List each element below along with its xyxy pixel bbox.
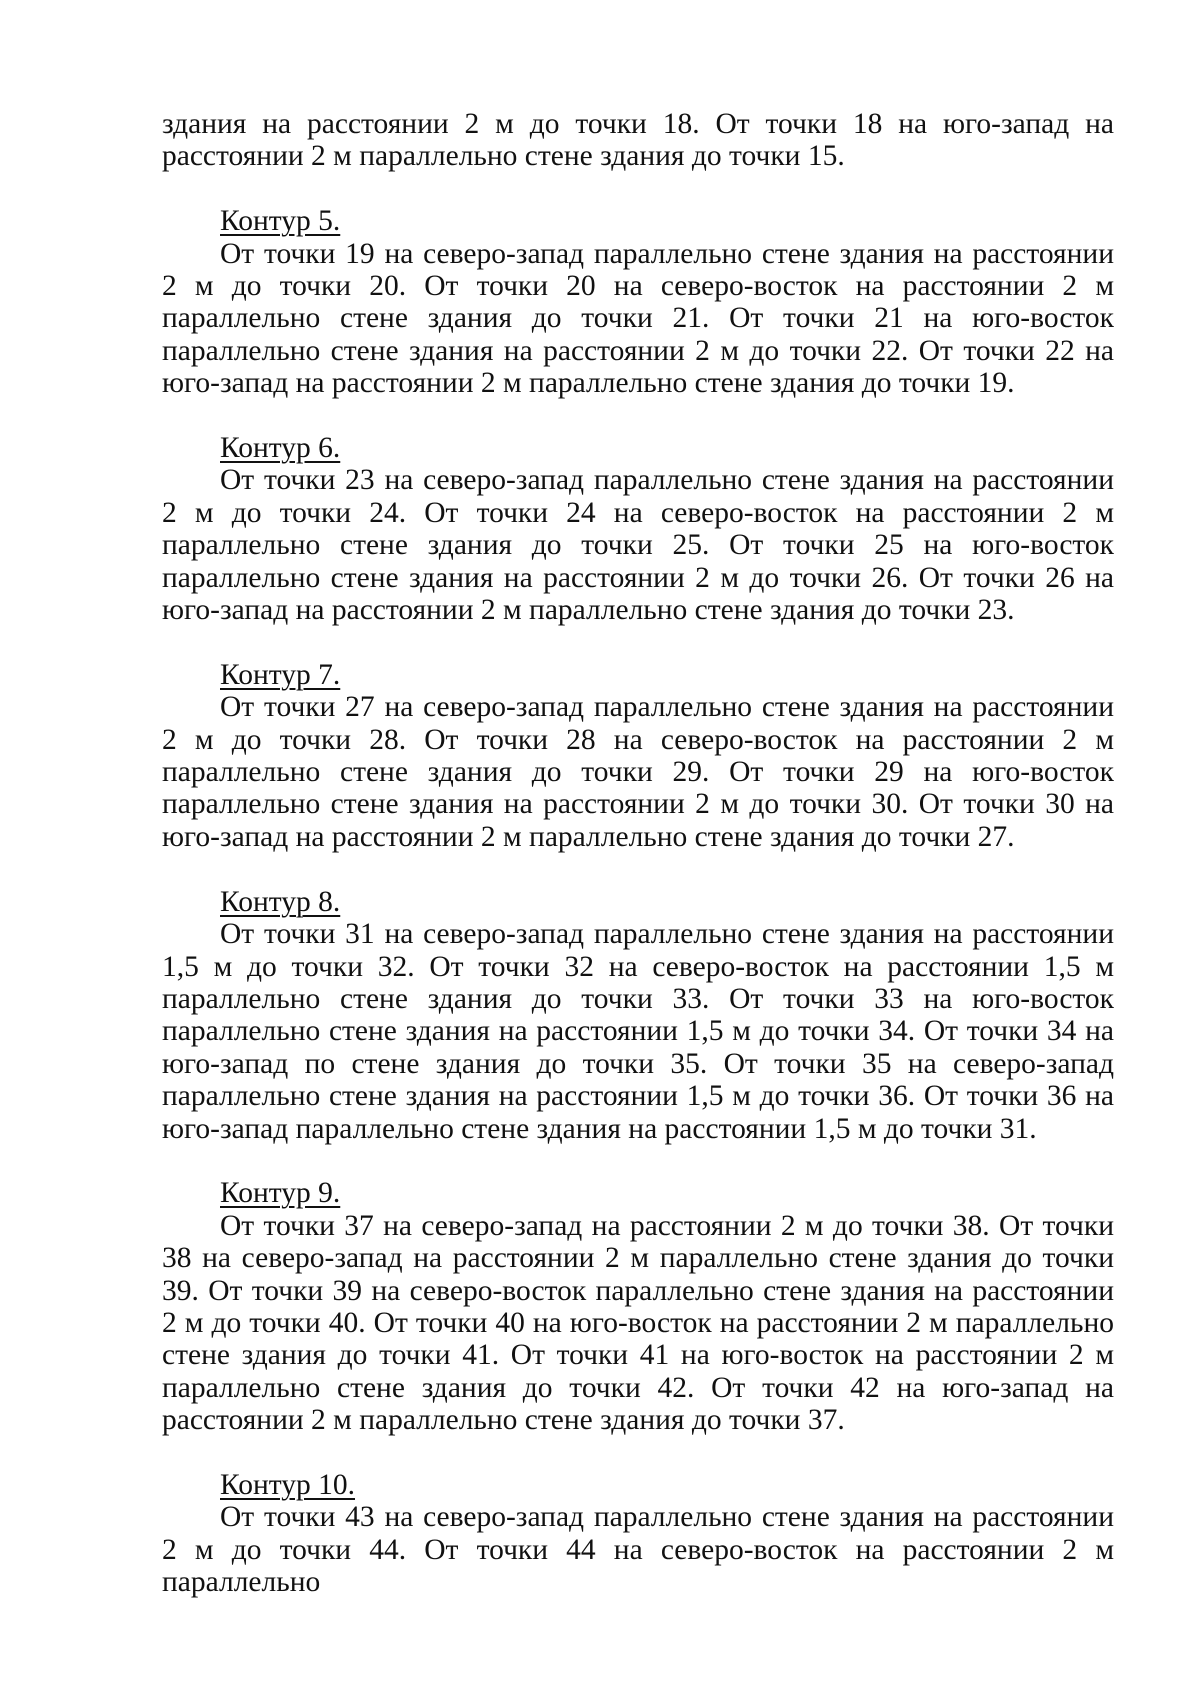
section-contour-7 — [162, 659, 1114, 853]
section-paragraph: От точки 37 на северо-запад на расстоянии 2 м до точки 38. От точки 38 на северо-запад на расстоянии 2 м параллельно стене здания до точки 39. От точки 39 на северо-восток параллельно стене здания на расстоянии 2 м до точки 40. От точки 40 на юго-восток на расстоянии 2 м параллельно стене здания до точки 41. От точки 41 на юго-восток на расстоянии 2 м параллельно стене здания до точки 42. От точки 42 на юго-запад на расстоянии 2 м параллельно стене здания до точки 37. — [162, 1209, 1114, 1437]
section-contour-5 — [162, 205, 1114, 399]
section-paragraph: От точки 19 на северо-запад параллельно стене здания на расстоянии 2 м до точки 20. От точки 20 на северо-восток на расстоянии 2 м параллельно стене здания до точки 21. От точки 21 на юго-восток параллельно стене здания на расстоянии 2 м до точки 22. От точки 22 на юго-запад на расстоянии 2 м параллельно стене здания до точки 19. — [162, 237, 1114, 400]
section-contour-6 — [162, 432, 1114, 626]
section-contour-8 — [162, 886, 1114, 1145]
section-paragraph: От точки 23 на северо-запад параллельно стене здания на расстоянии 2 м до точки 24. От точки 24 на северо-восток на расстоянии 2 м параллельно стене здания до точки 25. От точки 25 на юго-восток параллельно стене здания на расстоянии 2 м до точки 26. От точки 26 на юго-запад на расстоянии 2 м параллельно стене здания до точки 23. — [162, 464, 1114, 627]
section-heading: Контур 5. — [220, 205, 341, 238]
intro-paragraph: здания на расстоянии 2 м до точки 18. От точки 18 на юго-запад на расстоянии 2 м параллельно стене здания до точки 15. — [162, 108, 1114, 173]
section-heading: Контур 9. — [220, 1177, 341, 1210]
section-paragraph: От точки 27 на северо-запад параллельно стене здания на расстоянии 2 м до точки 28. От точки 28 на северо-восток на расстоянии 2 м параллельно стене здания до точки 29. От точки 29 на юго-восток параллельно стене здания на расстоянии 2 м до точки 30. От точки 30 на юго-запад на расстоянии 2 м параллельно стене здания до точки 27. — [162, 691, 1114, 853]
section-heading: Контур 10. — [220, 1468, 355, 1501]
section-heading: Контур 7. — [220, 658, 341, 691]
section-contour-10 — [162, 1469, 1114, 1599]
section-heading: Контур 8. — [220, 885, 341, 918]
section-heading: Контур 6. — [220, 432, 341, 465]
section-paragraph: От точки 31 на северо-запад параллельно стене здания на расстоянии 1,5 м до точки 32. От точки 32 на северо-восток на расстоянии 1,5 м параллельно стене здания до точки 33. От точки 33 на юго-восток параллельно стене здания на расстоянии 1,5 м до точки 34. От точки 34 на юго-запад по стене здания до точки 35. От точки 35 на северо-запад параллельно стене здания на расстоянии 1,5 м до точки 36. От точки 36 на юго-запад параллельно стене здания на расстоянии 1,5 м до точки 31. — [162, 918, 1114, 1145]
section-paragraph: От точки 43 на северо-запад параллельно стене здания на расстоянии 2 м до точки 44. От точки 44 на северо-восток на расстоянии 2 м параллельно — [162, 1501, 1114, 1599]
section-contour-9 — [162, 1177, 1114, 1436]
document-page — [162, 108, 1114, 1599]
